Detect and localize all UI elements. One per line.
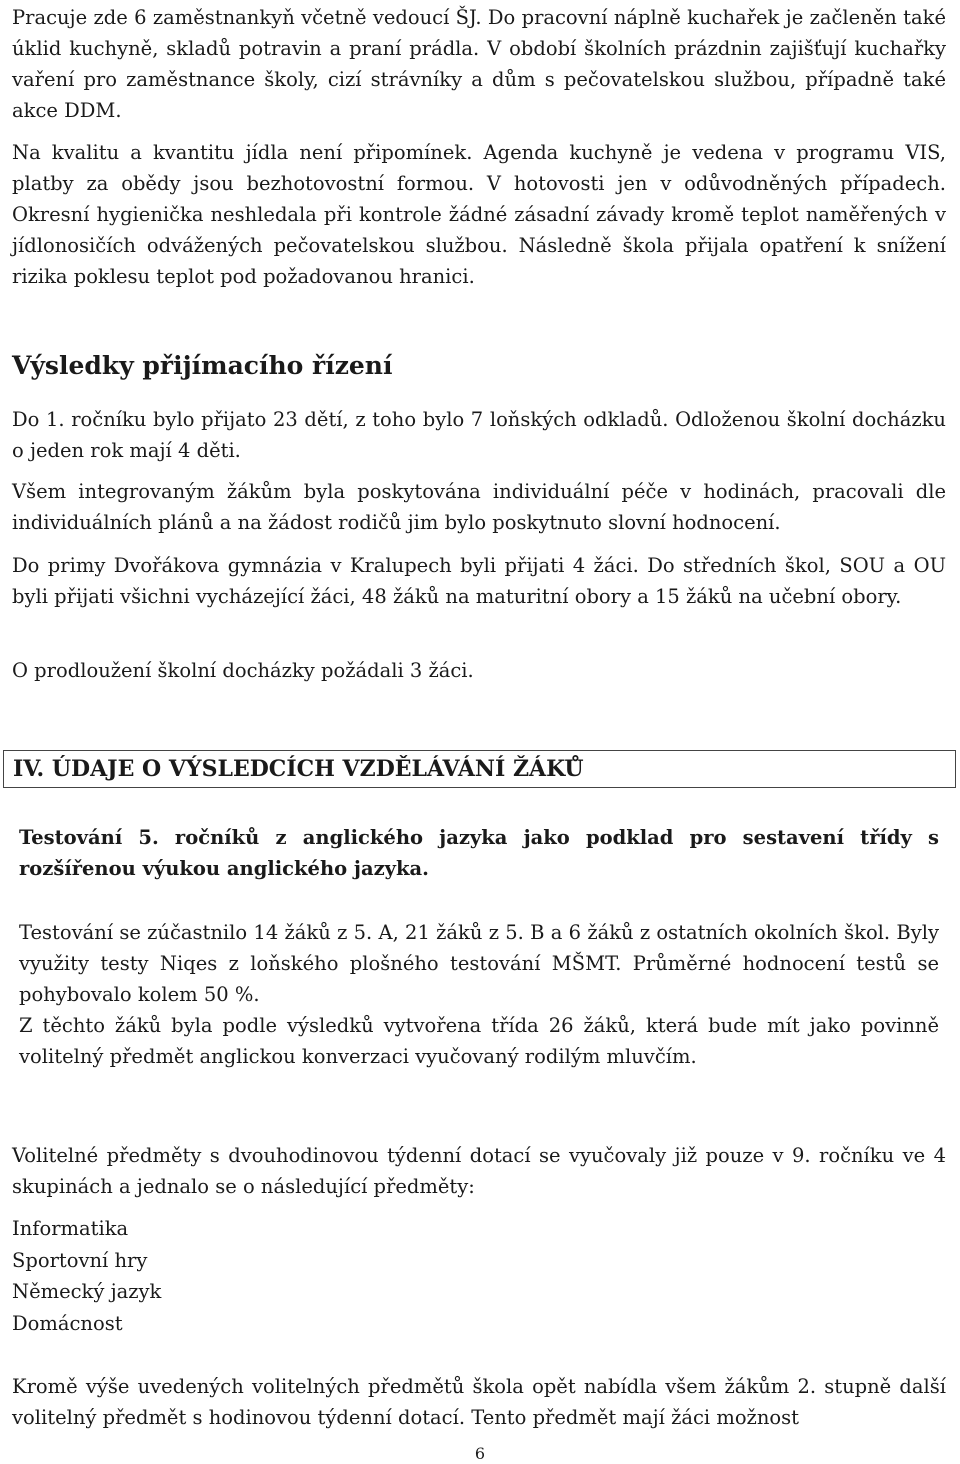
- electives-closing-paragraph: Kromě výše uvedených volitelných předmětů škola opět nabídla všem žákům 2. stupně další volitelný předmět s hodinovou týdenní dotací. Tento předmět mají žáci možnost: [12, 1375, 946, 1429]
- admissions-secondary-paragraph: Do primy Dvořákova gymnázia v Kralupech byli přijati 4 žáci. Do středních škol, SOU a OU byli přijati všichni vycházející žáci, 48 žáků na maturitní obory a 15 žáků na učební obory.: [12, 554, 946, 608]
- list-item: Německý jazyk: [12, 1280, 162, 1303]
- list-item: Informatika: [12, 1217, 129, 1240]
- section-iv-header-box: [3, 750, 956, 788]
- testing-class-paragraph: Z těchto žáků byla podle výsledků vytvořena třída 26 žáků, která bude mít jako povinně volitelný předmět anglickou konverzaci vyučovaný rodilým mluvčím.: [19, 1014, 939, 1068]
- admissions-first-grade-paragraph: Do 1. ročníku bylo přijato 23 dětí, z toho bylo 7 loňských odkladů. Odloženou školní docházku o jeden rok mají 4 děti.: [12, 408, 946, 462]
- electives-intro-paragraph: Volitelné předměty s dvouhodinovou týdenní dotací se vyučovaly již pouze v 9. ročníku ve 4 skupinách a jednalo se o následující předměty:: [12, 1144, 946, 1198]
- testing-subheading: Testování 5. ročníků z anglického jazyka jako podklad pro sestavení třídy s rozšířenou výukou anglického jazyka.: [19, 826, 939, 880]
- testing-paragraph: Testování se zúčastnilo 14 žáků z 5. A, 21 žáků z 5. B a 6 žáků z ostatních okolních škol. Byly využity testy Niqes z loňského plošného testování MŠMT. Průměrné hodnocení testů se pohybovalo kolem 50 %.: [19, 921, 939, 1006]
- page-number: 6: [474, 1444, 486, 1463]
- list-item: Sportovní hry: [12, 1248, 148, 1272]
- admissions-integrated-paragraph: Všem integrovaným žákům byla poskytována individuální péče v hodinách, pracovali dle individuálních plánů a na žádost rodičů jim bylo poskytnuto slovní hodnocení.: [12, 480, 946, 534]
- section-iv-title: IV. ÚDAJE O VÝSLEDCÍCH VZDĚLÁVÁNÍ ŽÁKŮ: [13, 756, 584, 782]
- electives-list: [12, 1213, 161, 1339]
- list-item: Domácnost: [12, 1311, 123, 1335]
- kitchen-quality-paragraph: Na kvalitu a kvantitu jídla není připomínek. Agenda kuchyně je vedena v programu VIS, platby za obědy jsou bezhotovostní formou. V hotovosti jen v odůvodněných případech. Okresní hygienička neshledala při kontrole žádné zásadní závady kromě teplot naměřených v jídlonosičích odvážených pečovatelskou službou. Následně škola přijala opatření k snížení rizika poklesu teplot pod požadovanou hranici.: [12, 141, 946, 288]
- admissions-extension-paragraph: O prodloužení školní docházky požádali 3 žáci.: [12, 659, 474, 682]
- admissions-heading: Výsledky přijímacího řízení: [12, 351, 393, 380]
- kitchen-staff-paragraph: Pracuje zde 6 zaměstnankyň včetně vedoucí ŠJ. Do pracovní náplně kuchařek je začleněn také úklid kuchyně, skladů potravin a praní prádla. V období školních prázdnin zajišťují kuchařky vaření pro zaměstnance školy, cizí strávníky a dům s pečovatelskou službou, případně také akce DDM.: [12, 6, 946, 122]
